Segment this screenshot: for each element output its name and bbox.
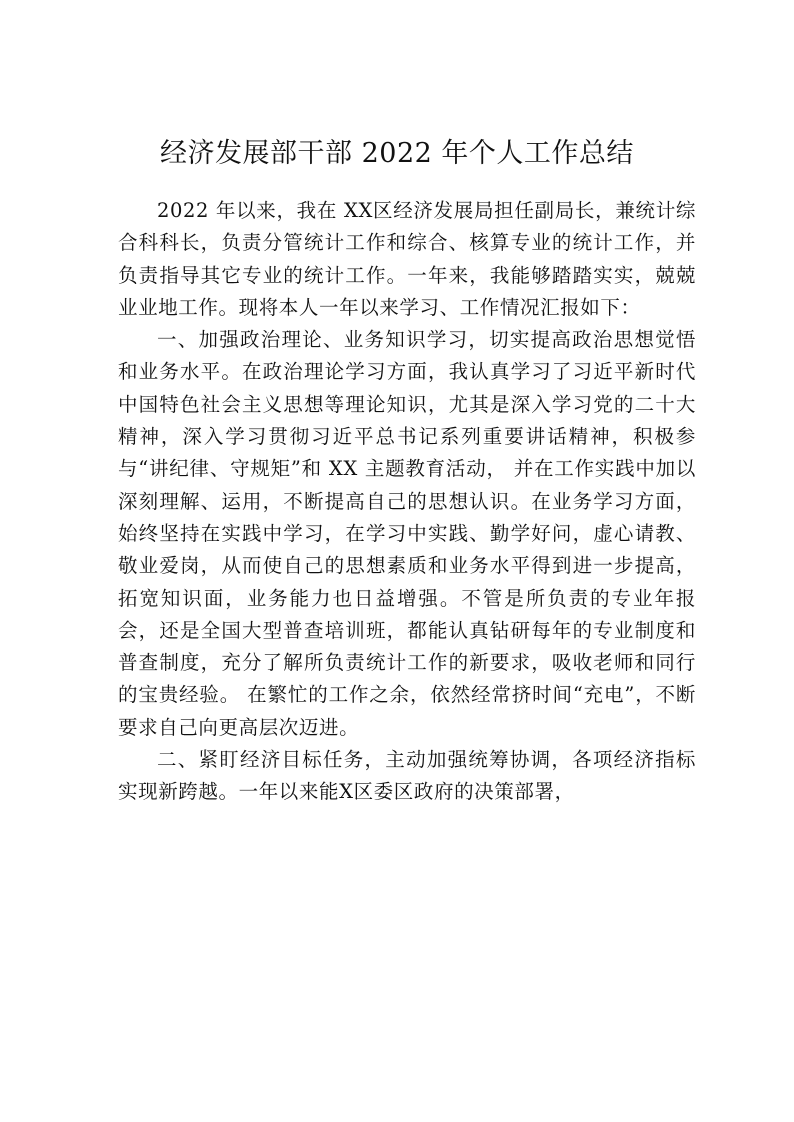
paragraph-intro: 2022 年以来，我在 XX区经济发展局担任副局长，兼统计综合科科长，负责分管统计工作和综合、核算专业的统计工作，并负责指导其它专业的统计工作。一年来，我能够踏踏实实，兢兢业业地工作。现将本人一年以来学习、工作情况汇报如下： [118,199,696,319]
document-title: 经济发展部干部 2022 年个人工作总结 [160,138,634,169]
paragraph-section-two: 二、紧盯经济目标任务，主动加强统筹协调，各项经济指标实现新跨越。一年以来能X区委区政府的决策部署， [118,748,696,804]
paragraph-section-one: 一、加强政治理论、业务知识学习，切实提高政治思想觉悟和业务水平。在政治理论学习方面，我认真学习了习近平新时代中国特色社会主义思想等理论知识，尤其是深入学习党的二十大精神，深入学习贯彻习近平总书记系列重要讲话精神，积极参与“讲纪律、守规矩”和 XX 主题教育活动， 并在工作实践中加以深刻理解、运用，不断提高自己的思想认识。在业务学习方面，始终坚持在实践中学习，在学习中实践、勤学好问，虚心请教、敬业爱岗，从而使自己的思想素质和业务水平得到进一步提高，拓宽知识面，业务能力也日益增强。不管是所负责的专业年报会，还是全国大型普查培训班，都能认真钻研每年的专业制度和普查制度，充分了解所负责统计工作的新要求，吸收老师和同行的宝贵经验。 在繁忙的工作之余，依然经常挤时间“充电”，不断要求自己向更高层次迈进。 [118,328,696,739]
document-body [118,195,696,809]
